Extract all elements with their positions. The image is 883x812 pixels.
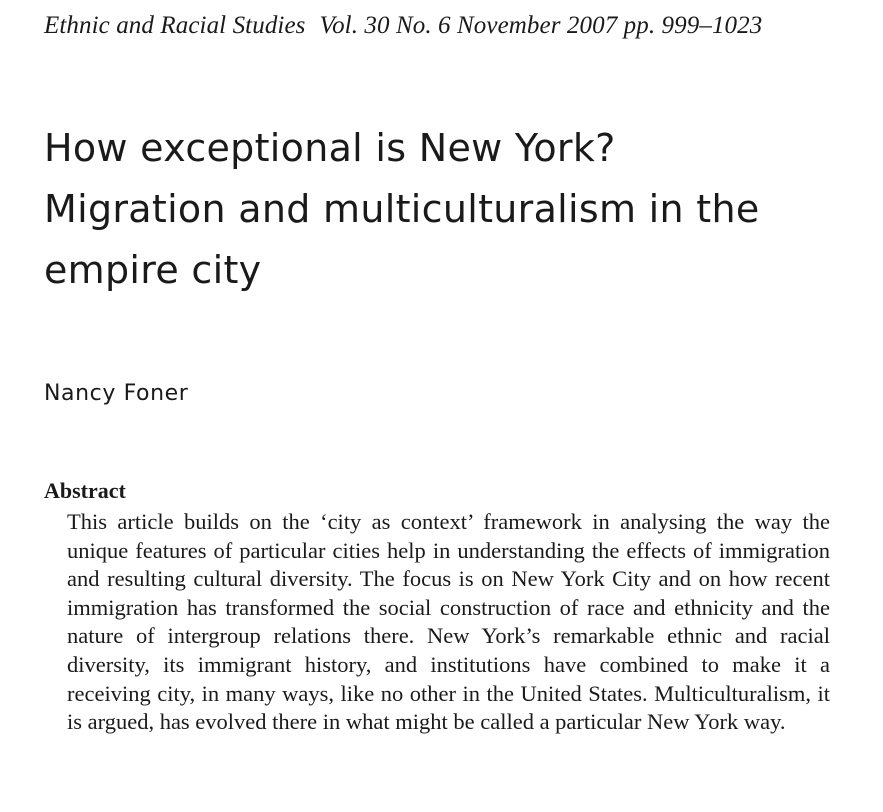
author-name: Nancy Foner bbox=[44, 381, 189, 406]
journal-header bbox=[44, 10, 864, 42]
title-line: How exceptional is New York? bbox=[44, 126, 616, 170]
title-line: empire city bbox=[44, 248, 262, 292]
article-title bbox=[44, 118, 864, 301]
abstract-text: This article builds on the ‘city as context’ framework in analysing the way the unique features of particular cities help in understanding the effects of immigration and resulting cultural diversity. The focus is on New York City and on how recent immigration has transformed the social construction of race and ethnicity and the nature of intergroup relations there. New York’s remarkable ethnic and racial diversity, its immigrant history, and institutions have combined to make it a receiving city, in many ways, like no other in the United States. Multiculturalism, it is argued, has evolved there in what might be called a particular New York way. bbox=[67, 509, 830, 735]
journal-citation: Vol. 30 No. 6 November 2007 pp. 999–1023 bbox=[319, 12, 763, 39]
title-line: Migration and multiculturalism in the bbox=[44, 187, 760, 231]
abstract-heading: Abstract bbox=[44, 478, 126, 503]
journal-name: Ethnic and Racial Studies bbox=[44, 12, 306, 39]
